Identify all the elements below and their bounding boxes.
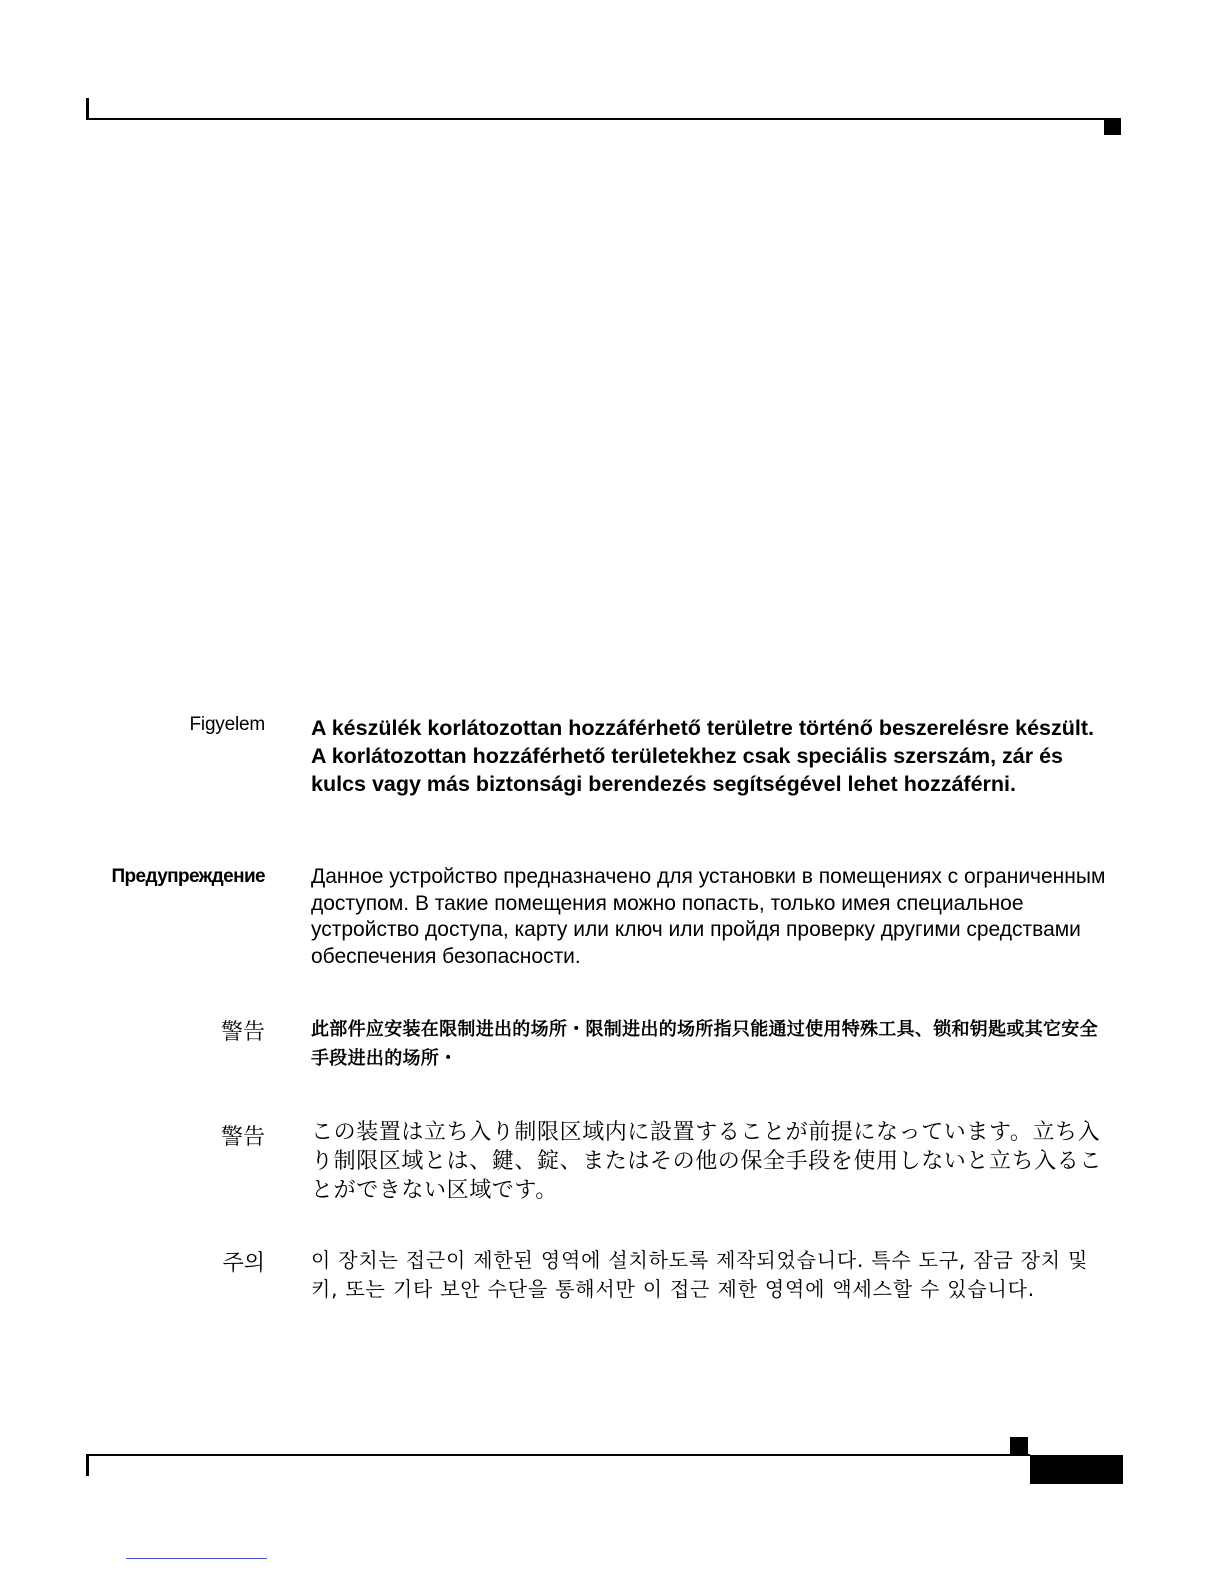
footer-rule-tick <box>86 1455 89 1476</box>
warning-text: この装置は立ち入り制限区域内に設置することが前提になっています。立ち入り制限区域とは、鍵、錠、またはその他の保全手段を使用しないと立ち入ることができない区域です。 <box>311 1120 1103 1203</box>
footer-rule <box>86 1454 1030 1456</box>
warning-label: Figyelem <box>189 714 265 735</box>
warning-text: 此部件应安装在限制进出的场所・限制进出的场所指只能通过使用特殊工具、锁和钥匙或其它安全手段进出的场所・ <box>311 1019 1098 1069</box>
header-marker <box>1104 119 1121 135</box>
header-rule <box>86 118 1121 120</box>
warning-label: Предупреждение <box>111 866 265 887</box>
footer-marker <box>1010 1437 1028 1454</box>
warning-label: 警告 <box>220 1125 265 1150</box>
footer-link-underline[interactable] <box>126 1558 267 1559</box>
warning-text: 이 장치는 접근이 제한된 영역에 설치하도록 제작되었습니다. 특수 도구, 잠금 장치 및 키, 또는 기타 보안 수단을 통해서만 이 접근 제한 영역에 액세스할 수 있습니다. <box>311 1248 1089 1301</box>
warning-text: A készülék korlátozottan hozzáférhető területre történő beszerelésre készült. A korlátozottan hozzáférhető területekhez csak speciális szerszám, zár és kulcs vagy más biztonsági berendezés segítségével lehet hozzáférni. <box>311 716 1094 796</box>
warning-label: 주의 <box>222 1251 265 1276</box>
header-rule-tick <box>86 98 89 119</box>
footer-page-block <box>1030 1455 1123 1484</box>
warning-text: Данное устройство предназначено для установки в помещениях с ограниченным доступом. В такие помещения можно попасть, только имея специальное устройство доступа, карту или ключ или пройдя проверку другими средствами обеспечения безопасности. <box>311 865 1106 968</box>
warning-label: 警告 <box>220 1020 265 1045</box>
